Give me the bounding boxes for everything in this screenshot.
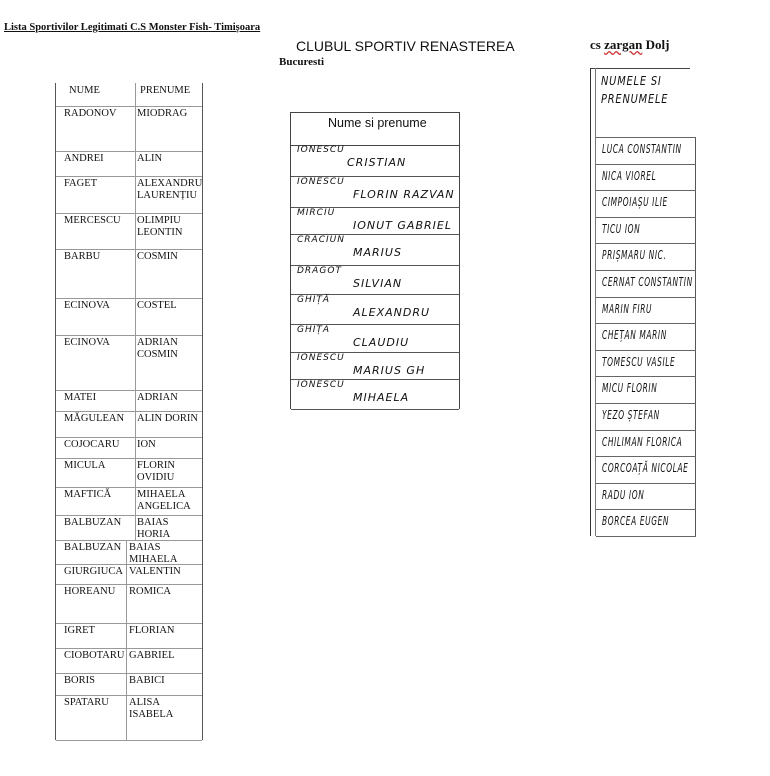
renasterea-table-header [291,112,459,146]
cell-prenume: COSMIN [137,251,178,262]
renasterea-club-title: CLUBUL SPORTIV RENASTEREA [296,38,515,54]
handwritten-surname: IONESCU [297,353,345,363]
handwritten-name: PRIȘMARU NIC. [602,248,667,263]
cell-prenume: ADRIAN [137,392,178,403]
handwritten-given-name: MARIUS GH [353,364,426,377]
renasterea-header-label: Nume si prenume [328,116,427,130]
cell-prenume: ALEXANDRU LAURENȚIU [137,178,203,201]
zargan-header-line2: PRENUMELE [601,92,669,106]
cell-nume: BARBU [64,251,101,262]
cell-prenume: ALIN DORIN [137,413,198,424]
cell-prenume: MIHAELA ANGELICA [137,489,191,512]
cell-nume: BALBUZAN [64,542,122,553]
handwritten-name: MARIN FIRU [602,301,653,316]
renasterea-club-city: Bucuresti [279,56,325,68]
zargan-title-suffix: Dolj [642,37,670,52]
cell-prenume: ION [137,439,156,450]
handwritten-name: CERNAT CONSTANTIN [602,275,693,289]
cell-prenume: GABRIEL [129,650,175,661]
zargan-header-line1: NUMELE SI [601,74,662,88]
handwritten-given-name: IONUT GABRIEL [353,219,452,232]
renasterea-table [290,112,460,409]
cell-prenume: BAIAS MIHAELA [129,542,178,565]
cell-nume: FAGET [64,178,98,189]
cell-nume: RADONOV [64,108,117,119]
handwritten-given-name: SILVIAN [353,277,403,290]
cell-nume: GIURGIUCA [64,566,123,577]
monster-fish-table [55,83,203,740]
cell-nume: ANDREI [64,153,104,164]
header-prenume: PRENUME [140,85,191,96]
handwritten-name: NICA VIOREL [602,168,657,183]
cell-nume: MICULA [64,460,106,471]
cell-prenume: ROMICA [129,586,172,597]
handwritten-surname: IONESCU [297,177,345,187]
handwritten-given-name: MIHAELA [353,391,410,404]
cell-prenume: MIODRAG [137,108,188,119]
cell-nume: MAFTICĂ [64,489,112,500]
handwritten-name: CHILIMAN FLORICA [602,434,683,449]
cell-nume: SPATARU [64,697,109,708]
zargan-title-prefix: cs [590,37,605,52]
cell-nume: BALBUZAN [64,517,122,528]
cell-nume: BORIS [64,675,95,686]
zargan-title-word: zargan [604,37,643,52]
handwritten-given-name: CRISTIAN [347,156,407,169]
handwritten-surname: GHIȚA [297,325,331,335]
handwritten-given-name: MARIUS [353,246,402,259]
cell-nume: ECINOVA [64,337,110,348]
zargan-left-border [590,68,591,536]
cell-nume: IGRET [64,625,95,636]
cell-nume: COJOCARU [64,439,120,450]
cell-nume: CIOBOTARU [64,650,125,661]
cell-prenume: ADRIAN COSMIN [137,337,178,360]
handwritten-name: CIMPOIAȘU ILIE [602,195,668,210]
monster-fish-list-title: Lista Sportivilor Legitimati C.S Monster Fish- Timișoara [4,22,261,33]
cell-prenume: ALIN [137,153,163,164]
handwritten-given-name: FLORIN RAZVAN [353,188,455,201]
handwritten-name: YEZO ȘTEFAN [602,408,660,422]
handwritten-given-name: ALEXANDRU [353,306,431,319]
cell-prenume: VALENTIN [129,566,181,577]
cell-prenume: BABICI [129,675,165,686]
handwritten-surname: MIRCIU [297,208,336,218]
cell-prenume: OLIMPIU LEONTIN [137,215,183,238]
handwritten-name: BORCEA EUGEN [602,514,670,529]
cell-nume: MATEI [64,392,97,403]
cell-nume: MERCESCU [64,215,121,226]
header-nume: NUME [69,85,100,96]
handwritten-name: MICU FLORIN [602,381,658,396]
handwritten-name: CORCOAȚĂ NICOLAE [602,461,689,476]
header-bottom-line [596,68,696,138]
cell-prenume: FLORIN OVIDIU [137,460,175,483]
handwritten-name: RADU ION [602,487,645,502]
handwritten-surname: CRACIUN [297,235,345,245]
cell-nume: MĂGULEAN [64,413,125,424]
handwritten-surname: IONESCU [297,145,345,155]
handwritten-name: CHEȚAN MARIN [602,328,667,343]
handwritten-surname: DRAGOT [297,266,342,276]
handwritten-name: TOMESCU VASILE [602,354,676,369]
cell-prenume: COSTEL [137,300,177,311]
handwritten-given-name: CLAUDIU [353,336,410,349]
zargan-club-title [590,37,669,53]
cell-prenume: ALISA ISABELA [129,697,174,720]
cell-nume: HOREANU [64,586,116,597]
handwritten-name: LUCA CONSTANTIN [602,142,682,156]
handwritten-name: TICU ION [602,221,641,236]
zargan-table [590,68,696,536]
handwritten-surname: IONESCU [297,380,345,390]
cell-prenume: FLORIAN [129,625,175,636]
handwritten-surname: GHIȚĂ [297,295,331,305]
cell-prenume: BAIAS HORIA [137,517,171,540]
cell-nume: ECINOVA [64,300,110,311]
